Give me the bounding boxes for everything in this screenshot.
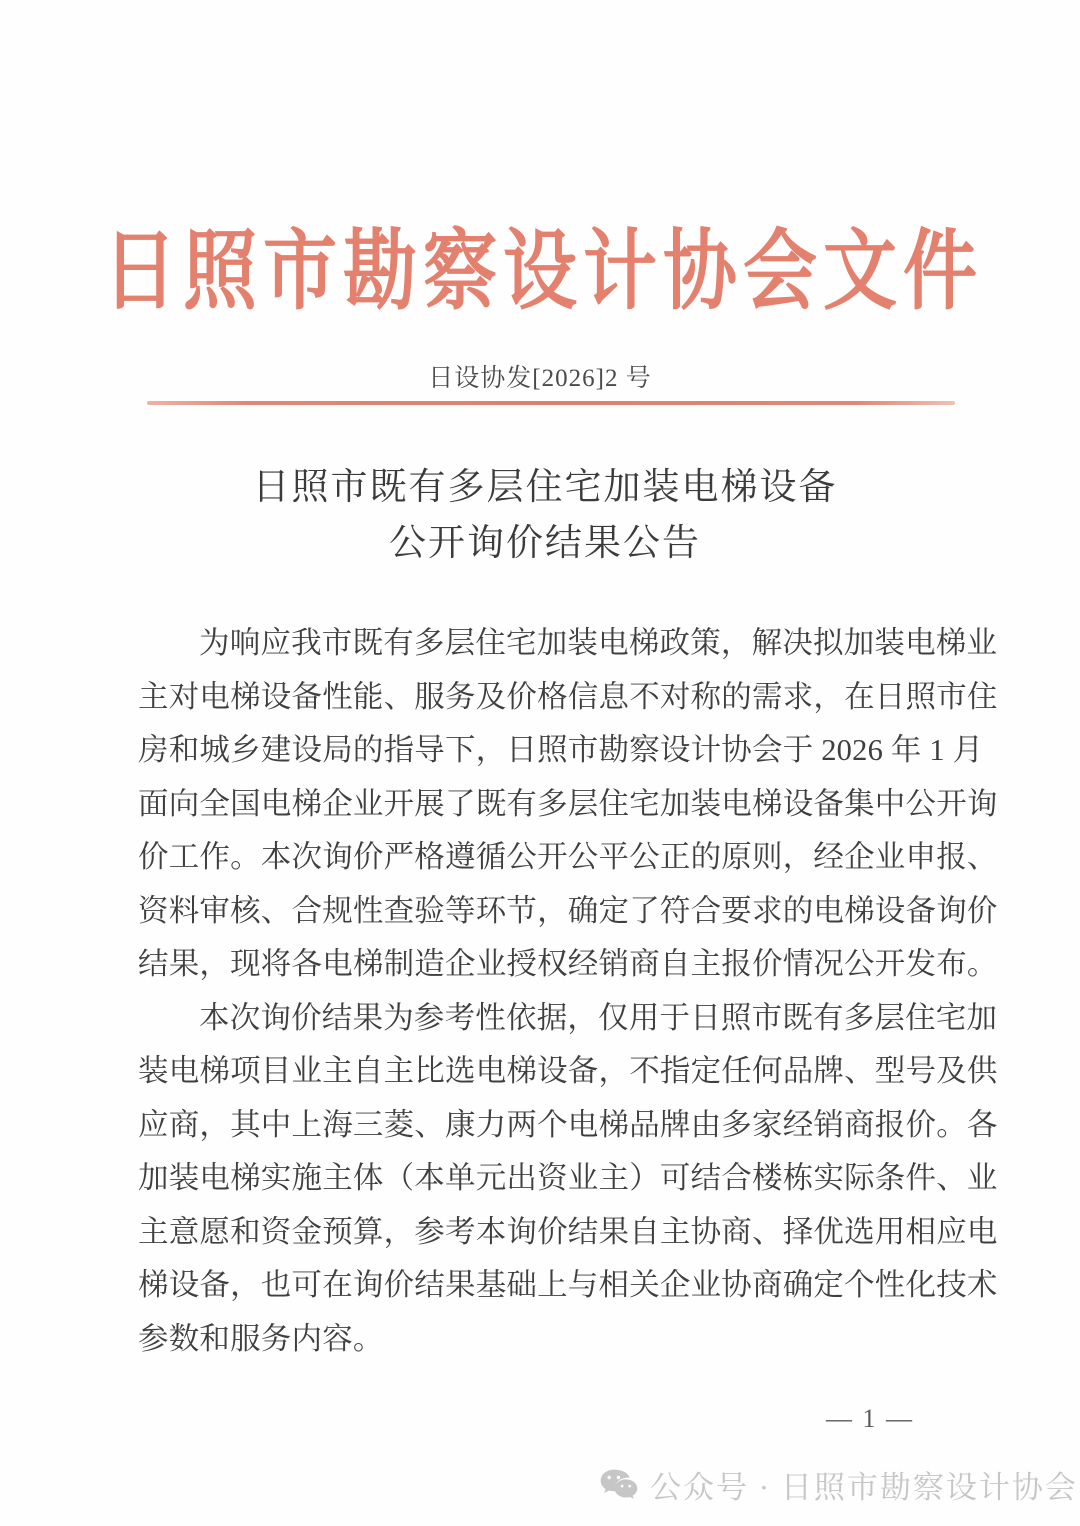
page-title — [150, 460, 940, 572]
body-paragraph-2 — [138, 992, 998, 1367]
page-title-line: 日照市既有多层住宅加装电梯设备 — [252, 467, 838, 508]
wechat-icon — [600, 1468, 638, 1502]
paragraph-line: 装电梯项目业主自主比选电梯设备，不指定任何品牌、型号及供 — [138, 1054, 998, 1088]
paragraph-line: 为响应我市既有多层住宅加装电梯政策，解决拟加装电梯业 — [199, 626, 998, 660]
paragraph-line: 价工作。本次询价严格遵循公开公平公正的原则，经企业申报、 — [138, 840, 998, 874]
paragraph-line: 房和城乡建设局的指导下，日照市勘察设计协会于 2026 年 1 月 — [138, 733, 984, 767]
paragraph-line: 主对电梯设备性能、服务及价格信息不对称的需求，在日照市住 — [138, 679, 998, 714]
paragraph-line: 应商，其中上海三菱、康力两个电梯品牌由多家经销商报价。各 — [138, 1107, 998, 1142]
paragraph-line: 主意愿和资金预算，参考本询价结果自主协商、择优选用相应电 — [138, 1214, 998, 1249]
wechat-watermark-label: 公众号 · 日照市勘察设计协会 — [650, 1470, 1078, 1505]
paragraph-line: 面向全国电梯企业开展了既有多层住宅加装电梯设备集中公开询 — [138, 786, 998, 821]
paragraph-line: 本次询价结果为参考性依据，仅用于日照市既有多层住宅加 — [199, 1000, 998, 1035]
paragraph-line: 加装电梯实施主体（本单元出资业主）可结合楼栋实际条件、业 — [138, 1161, 998, 1195]
page-number: — 1 — — [826, 1404, 914, 1433]
body-paragraph-1 — [138, 617, 998, 992]
paragraph-line: 资料审核、合规性查验等环节，确定了符合要求的电梯设备询价 — [138, 893, 998, 928]
masthead-divider — [147, 401, 955, 405]
wechat-watermark — [600, 1462, 1078, 1507]
page-title-line: 公开询价结果公告 — [389, 523, 701, 564]
document-body — [138, 617, 998, 1366]
document-number: 日设协发[2026]2 号 — [428, 365, 652, 392]
organization-title: 日照市勘察设计协会文件 — [103, 222, 983, 321]
paragraph-line: 结果，现将各电梯制造企业授权经销商自主报价情况公开发布。 — [138, 947, 998, 981]
paragraph-line: 参数和服务内容。 — [138, 1321, 384, 1356]
masthead — [0, 222, 1080, 321]
paragraph-line: 梯设备，也可在询价结果基础上与相关企业协商确定个性化技术 — [138, 1268, 998, 1302]
